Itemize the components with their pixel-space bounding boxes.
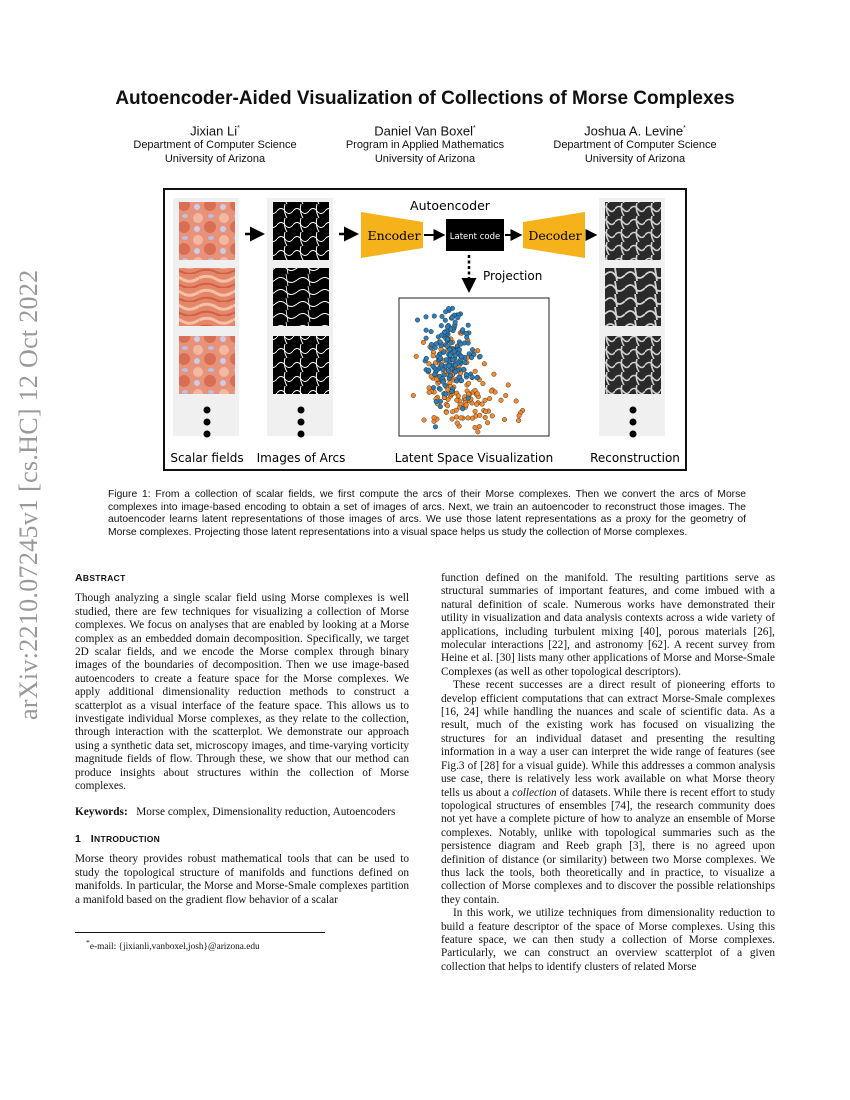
scatter-point xyxy=(478,354,483,359)
scatter-point xyxy=(421,340,426,345)
ellipsis-dot xyxy=(630,419,637,426)
scatter-point xyxy=(466,323,471,328)
scatter-point xyxy=(464,331,469,336)
autoencoder-label: Autoencoder xyxy=(410,198,490,213)
ellipsis-dot xyxy=(630,431,637,438)
scatter-point xyxy=(464,403,469,408)
arxiv-identifier: arXiv:2210.07245v1 [cs.HC] 12 Oct 2022 xyxy=(14,269,43,720)
scatter-point xyxy=(453,353,458,358)
footnote: *e-mail: {jixianli,vanboxel,josh}@arizona.edu xyxy=(86,938,260,953)
scatter-point xyxy=(483,409,488,414)
author-affiliation: Department of Computer Science xyxy=(553,139,717,152)
scatter-point xyxy=(492,372,497,377)
scatter-point xyxy=(456,394,461,399)
scatter-point xyxy=(438,356,443,361)
scatter-point xyxy=(455,421,460,426)
scatter-point xyxy=(470,347,475,352)
scatter-point xyxy=(458,342,463,347)
scatter-point xyxy=(448,353,453,358)
decoder-label: Decoder xyxy=(528,228,582,243)
scatter-point xyxy=(450,409,455,414)
scalar-field-image xyxy=(179,202,235,260)
scatter-point xyxy=(450,417,455,422)
footnote-rule xyxy=(75,932,325,933)
scatter-point xyxy=(470,375,475,380)
scatter-point xyxy=(514,399,519,404)
intro-paragraph-2: These recent successes are a direct result of pioneering efforts to develop efficient computations that can extract Morse-Smale complexes [16, 24] while handling the nuances and scale of scientific data. As a result, much of the existing work has focused on visualizing the structures for an individual dataset and presenting the resulting information in a way a user can interpret the wide range of features (see Fig.3 of [28] for a visual guide). While this addresses a common analysis use case, there is relatively less work available on what Morse theory tells us about a collection of datasets. While there is recent effort to study topological structures of ensembles [74], the research community does not yet have a complete picture of how to analyze an ensemble of Morse complexes. Notably, unlike with topological summaries such as the persistence diagram and Reeb graph [3], there is no agreed upon definition of distance (or similarity) between two Morse complexes. We thus lack the tools, both theoretically and in practice, to visualize a collection of Morse complexes and to discover the possible relationships they contain. xyxy=(441,679,776,906)
author-1 xyxy=(110,121,320,166)
scatter-point xyxy=(464,372,469,377)
scatter-point xyxy=(438,387,443,392)
figure-caption: Figure 1: From a collection of scalar fields, we first compute the arcs of their Morse complexes. Then we convert the arcs of Morse complexes into image-based encoding to obtain a set of images of arcs. Next, we train an autoencoder to reconstruct those images. The autoencoder learns latent representations of those images of arcs. We use those latent representations as a proxy for the geometry of Morse complexes. Projecting those latent representations into a visual space helps us study the collection of Morse complexes. xyxy=(108,489,746,538)
scatter-point xyxy=(438,399,443,404)
scatter-point xyxy=(453,370,458,375)
scatter-point xyxy=(480,402,485,407)
projection-label: Projection xyxy=(483,269,543,283)
abstract-text: Though analyzing a single scalar field using Morse complexes is well studied, there are few techniques for visualizing a collection of Morse complexes. We focus on analyses that are enabled by looking at a Morse complex as an embedded domain decomposition. Specifically, we target 2D scalar fields, and we encode the Morse complex through binary images of the boundaries of decomposition. Then we use image-based autoencoders to create a feature space for the Morse complexes. We apply additional dimensionality reduction methods to construct a scatterplot as a visual interface of the feature space. This allows us to investigate individual Morse complexes, as they relate to the collection, through interaction with the scatterplot. We demonstrate our approach using a synthetic data set, microscopy images, and time-varying vorticity magnitude fields of flow. Through these, we show that our method can produce insights about structures within the collection of Morse complexes. xyxy=(75,592,409,793)
scatter-point xyxy=(516,418,521,423)
author-name: Daniel Van Boxel xyxy=(374,123,474,139)
scatter-point xyxy=(474,402,479,407)
scatter-point xyxy=(503,393,508,398)
scatter-point xyxy=(466,381,471,386)
scatter-point xyxy=(475,391,480,396)
scatter-point xyxy=(447,364,452,369)
intro-paragraph-1: Morse theory provides robust mathematical tools that can be used to study the topological structure of manifolds and functions defined on manifolds. In particular, the Morse and Morse-Smale complexes partition a manifold based on the gradient flow behavior of a scalar xyxy=(75,853,409,906)
scatter-point xyxy=(445,337,450,342)
scatter-point xyxy=(451,357,456,362)
scatter-point xyxy=(490,414,495,419)
reconstruction-image xyxy=(605,202,661,260)
scalar-field-image xyxy=(179,268,235,326)
arc-image xyxy=(273,268,329,326)
scatter-point xyxy=(460,407,465,412)
left-column xyxy=(75,572,409,907)
scatter-point xyxy=(485,420,490,425)
author-university: University of Arizona xyxy=(584,152,686,165)
scatter-point xyxy=(444,410,449,415)
scatter-point xyxy=(473,369,478,374)
author-affiliation: Program in Applied Mathematics xyxy=(345,139,505,152)
pipeline-diagram xyxy=(165,190,685,469)
ellipsis-dot xyxy=(298,431,305,438)
scatter-point xyxy=(439,333,444,338)
scatter-point xyxy=(424,328,429,333)
scatter-point xyxy=(440,314,445,319)
intro-heading: 1 INTRODUCTION xyxy=(75,832,161,845)
scatter-point xyxy=(432,314,437,319)
scatter-point xyxy=(431,354,436,359)
scatter-point xyxy=(456,315,461,320)
scatter-point xyxy=(432,372,437,377)
scatter-point xyxy=(461,367,466,372)
ellipsis-dot xyxy=(204,419,211,426)
scatter-point xyxy=(487,396,492,401)
right-column xyxy=(441,572,775,974)
scatter-point xyxy=(424,336,429,341)
arc-image xyxy=(273,336,329,394)
scatter-point xyxy=(476,430,481,435)
scatter-point xyxy=(453,363,458,368)
ellipsis-dot xyxy=(298,419,305,426)
teaser-figure xyxy=(163,188,687,471)
author-university: University of Arizona xyxy=(164,152,266,165)
reconstruction-image xyxy=(605,268,661,326)
scatter-point xyxy=(447,347,452,352)
scatter-point xyxy=(432,415,437,420)
scatter-point xyxy=(439,363,444,368)
scatter-point xyxy=(466,416,471,421)
scatter-point xyxy=(445,403,450,408)
scatter-point xyxy=(469,355,474,360)
scatter-point xyxy=(477,424,482,429)
abstract-heading: ABSTRACT xyxy=(75,572,126,584)
intro-paragraph-3: In this work, we utilize techniques from dimensionality reduction to build a feature descriptor of the space of Morse complexes. Using this feature space, we can then study a collection of Morse complexes. Particularly, we can construct an overview scatterplot of a given collection that helps to identify clusters of related Morse xyxy=(441,907,775,973)
label-images-of-arcs: Images of Arcs xyxy=(256,451,346,465)
scatter-point xyxy=(449,341,454,346)
scatter-point xyxy=(477,413,482,418)
ellipsis-dot xyxy=(298,407,305,414)
author-block xyxy=(0,121,850,166)
scatter-point xyxy=(475,375,480,380)
scatter-point xyxy=(448,373,453,378)
scatter-point xyxy=(424,356,429,361)
scatter-point xyxy=(434,399,439,404)
scatter-point xyxy=(442,350,447,355)
encoder-label: Encoder xyxy=(367,228,421,243)
author-3 xyxy=(530,121,740,166)
scatter-point xyxy=(411,393,416,398)
arc-image xyxy=(273,202,329,260)
scatter-point xyxy=(426,368,431,373)
author-mark: * xyxy=(473,125,476,132)
scatter-point xyxy=(443,318,448,323)
scatter-point xyxy=(424,315,429,320)
scatter-point xyxy=(415,318,420,323)
scatter-point xyxy=(446,306,451,311)
scatter-point xyxy=(502,417,507,422)
scatter-point xyxy=(460,328,465,333)
scatter-point xyxy=(450,315,455,320)
scatter-point xyxy=(481,381,486,386)
label-scalar-fields: Scalar fields xyxy=(170,451,244,465)
ellipsis-dot xyxy=(204,407,211,414)
keywords-label: Keywords: xyxy=(75,805,128,818)
author-university: University of Arizona xyxy=(374,152,476,165)
scatter-point xyxy=(482,362,487,367)
scatter-point xyxy=(429,329,434,334)
label-reconstruction: Reconstruction xyxy=(590,451,680,465)
scatter-point xyxy=(453,320,458,325)
scatter-point xyxy=(466,396,471,401)
author-affiliation: Department of Computer Science xyxy=(133,139,297,152)
scatter-point xyxy=(489,389,494,394)
scatter-point xyxy=(459,416,464,421)
scalar-field-image xyxy=(179,336,235,394)
scatter-point xyxy=(499,398,504,403)
scatter-point xyxy=(441,380,446,385)
scatter-point xyxy=(517,413,522,418)
ellipsis-dot xyxy=(204,431,211,438)
scatter-point xyxy=(454,415,459,420)
author-mark: * xyxy=(237,125,240,132)
scatter-point xyxy=(444,392,449,397)
intro-paragraph-1-cont: function defined on the manifold. The resulting partitions serve as structural summaries of important features, and come imbued with a natural definition of scale. Numerous works have demonstrated their utility in visualization and data analysis contexts across a wide variety of applications, including turbulent mixing [40], porous materials [26], molecular interactions [22], and astronomy [62]. A recent survey from Heine et al. [30] lists many other applications of Morse and Morse-Smale Complexes (as well as other topological descriptors). xyxy=(441,572,775,678)
scatter-point xyxy=(463,360,468,365)
latent-code-label: Latent code xyxy=(449,232,501,242)
scatter-point xyxy=(439,323,444,328)
scatter-point xyxy=(483,398,488,403)
paper-title: Autoencoder-Aided Visualization of Collections of Morse Complexes xyxy=(115,88,735,109)
keywords xyxy=(75,806,409,819)
author-2 xyxy=(320,121,530,166)
scatter-point xyxy=(427,390,432,395)
scatter-point xyxy=(445,325,450,330)
scatter-point xyxy=(438,404,443,409)
label-latent-space: Latent Space Visualization xyxy=(394,451,554,465)
reconstruction-image xyxy=(605,336,661,394)
scatter-point xyxy=(431,364,436,369)
scatter-point xyxy=(433,425,438,430)
scatter-point xyxy=(438,340,443,345)
scatter-point xyxy=(470,416,475,421)
scatter-point xyxy=(449,389,454,394)
ellipsis-dot xyxy=(630,407,637,414)
author-name: Joshua A. Levine xyxy=(584,123,684,139)
scatter-point xyxy=(473,425,478,430)
scatter-point xyxy=(457,348,462,353)
scatter-point xyxy=(446,369,451,374)
keywords-text: Morse complex, Dimensionality reduction, Autoencoders xyxy=(136,805,396,818)
scatter-point xyxy=(506,383,511,388)
scatter-point xyxy=(459,378,464,383)
scatter-point xyxy=(483,415,488,420)
scatter-point xyxy=(455,398,460,403)
scatter-point xyxy=(431,385,436,390)
author-name: Jixian Li xyxy=(190,123,238,139)
scatter-point xyxy=(459,354,464,359)
scatter-point xyxy=(427,386,432,391)
scatter-point xyxy=(429,342,434,347)
scatter-point xyxy=(444,358,449,363)
author-mark: * xyxy=(683,125,686,132)
scatter-point xyxy=(422,418,427,423)
scatter-point xyxy=(433,345,438,350)
scatter-point xyxy=(473,409,478,414)
scatter-point xyxy=(414,354,419,359)
